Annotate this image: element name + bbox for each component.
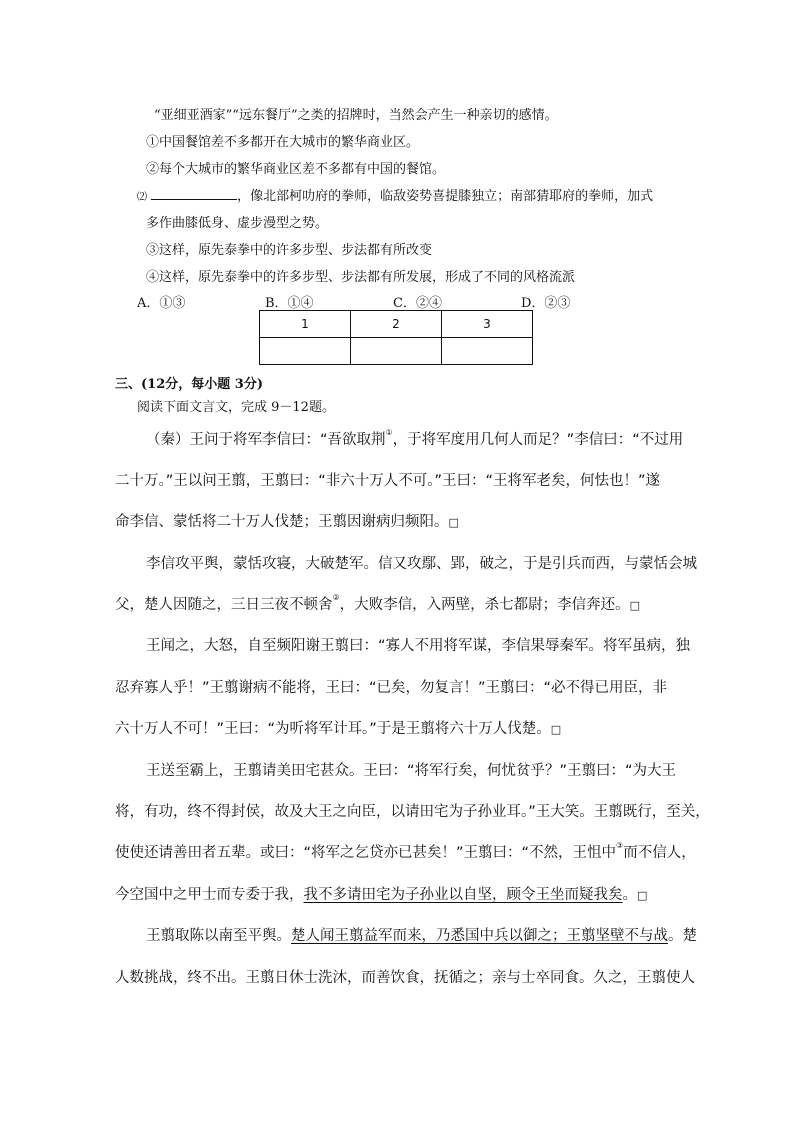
question-2-text: ，像北部柯叻府的拳师，临敌姿势喜提膝独立；南部猜耶府的拳师，加式 xyxy=(237,189,654,204)
answer-table-header-1: 1 xyxy=(260,311,351,338)
footnote-marker: ① xyxy=(385,428,393,437)
option-2: ②每个大城市的繁华商业区差不多都有中国的餐馆。 xyxy=(146,162,446,177)
passage-p4-line1: 王送至霸上，王翦请美田宅甚众。王曰：“将军行矣，何忧贫乎？”王翦曰：“为大王 xyxy=(146,763,677,779)
question-2-number: ⑵ xyxy=(137,192,147,203)
end-mark: □ xyxy=(637,889,648,902)
underlined-sentence: 我不多请田宅为子孙业以自坚，顾令王坐而疑我矣 xyxy=(303,887,623,903)
answer-table-header-row xyxy=(260,311,533,338)
passage-p2-line1: 李信攻平舆，蒙恬攻寝，大破楚军。信又攻鄢、郢，破之，于是引兵而西，与蒙恬会城 xyxy=(146,556,697,572)
passage-text: 六十万人不可！”王曰：“为听将军计耳。”于是王翦将六十万人伐楚。 xyxy=(115,721,551,737)
passage-text: ，于将军度用几何人而足？”李信曰：“不过用 xyxy=(392,432,684,448)
passage-text: 而不信人， xyxy=(623,845,696,861)
answer-cell-3[interactable] xyxy=(442,338,533,365)
footnote-marker: ③ xyxy=(616,841,624,850)
option-1: ①中国餐馆差不多都开在大城市的繁华商业区。 xyxy=(146,135,420,150)
choice-c: C．②④ xyxy=(393,296,442,311)
answer-table-header-2: 2 xyxy=(351,311,442,338)
passage-text: 。 xyxy=(622,887,637,903)
passage-p3-line1: 王闻之，大怒，自至频阳谢王翦曰：“寡人不用将军谋，李信果辱秦军。将军虽病，独 xyxy=(146,638,691,654)
section-3-heading: 三、(12分，每小题 3分) xyxy=(115,377,263,392)
choice-a: A．①③ xyxy=(137,296,186,311)
passage-p1-line3 xyxy=(115,510,459,531)
answer-table-header-3: 3 xyxy=(442,311,533,338)
end-mark: □ xyxy=(448,516,459,529)
passage-text: 使使还请善田者五辈。或曰：“将军之乞贷亦已甚矣！”王翦曰：“不然，王怚中 xyxy=(115,845,617,861)
section-3-instruction: 阅读下面文言文，完成 9－12题。 xyxy=(137,400,335,415)
intro-line: “亚细亚酒家”“远东餐厅”之类的招牌时，当然会产生一种亲切的感情。 xyxy=(154,108,558,123)
passage-text: 王翦取陈以南至平舆。 xyxy=(146,928,291,944)
passage-text: ，大败李信，入两壁，杀七都尉；李信奔还。 xyxy=(339,597,630,613)
option-3: ③这样，原先泰拳中的许多步型、步法都有所改变 xyxy=(146,243,433,258)
passage-text: 命李信、蒙恬将二十万人伐楚；王翦因谢病归频阳。 xyxy=(115,514,449,530)
passage-p1-line1 xyxy=(146,428,683,449)
passage-p3-line2: 忍弃寡人乎！”王翦谢病不能将，王曰：“已矣，勿复言！”王翦曰：“必不得已用臣，非 xyxy=(115,680,668,696)
passage-p2-line2 xyxy=(115,593,640,614)
passage-text: （秦）王问于将军李信曰：“吾欲取荆 xyxy=(146,432,386,448)
passage-p5-line1 xyxy=(146,924,697,945)
passage-p1-line2: 二十万。”王以问王翦，王翦曰：“非六十万人不可。”王曰：“王将军老矣，何怯也！”遂 xyxy=(115,473,661,489)
passage-text: 今空国中之甲士而专委于我， xyxy=(115,887,304,903)
question-2 xyxy=(137,185,653,204)
answer-cell-2[interactable] xyxy=(351,338,442,365)
passage-p4-line2: 将，有功，终不得封侯，故及大王之向臣，以请田宅为子孙业耳。”王大笑。王翦既行，至关， xyxy=(115,804,710,820)
passage-p4-line4 xyxy=(115,883,647,904)
choice-b: B．①④ xyxy=(265,296,314,311)
footnote-marker: ② xyxy=(332,593,340,602)
underlined-sentence: 楚人闻王翦益军而来，乃悉国中兵以御之；王翦坚壁不与战 xyxy=(291,928,668,944)
end-mark: □ xyxy=(629,599,641,612)
passage-text: 父，楚人因随之，三日三夜不顿舍 xyxy=(115,597,333,613)
end-mark: □ xyxy=(550,723,562,736)
passage-text: 。楚 xyxy=(668,928,697,944)
choice-d: D．②③ xyxy=(521,296,571,311)
answer-table xyxy=(259,310,533,365)
passage-p5-line2: 人数挑战，终不出。王翦日休士洗沐，而善饮食，抚循之；亲与士卒同食。久之，王翦使人 xyxy=(115,970,695,986)
answer-table-answer-row xyxy=(260,338,533,365)
passage-p4-line3 xyxy=(115,841,696,862)
answer-blank[interactable] xyxy=(151,186,237,200)
question-2-continued: 多作曲膝低身、虚步漫型之势。 xyxy=(146,216,329,231)
option-4: ④这样，原先泰拳中的许多步型、步法都有所发展，形成了不同的风格流派 xyxy=(146,270,576,285)
passage-p3-line3 xyxy=(115,717,561,738)
answer-cell-1[interactable] xyxy=(260,338,351,365)
